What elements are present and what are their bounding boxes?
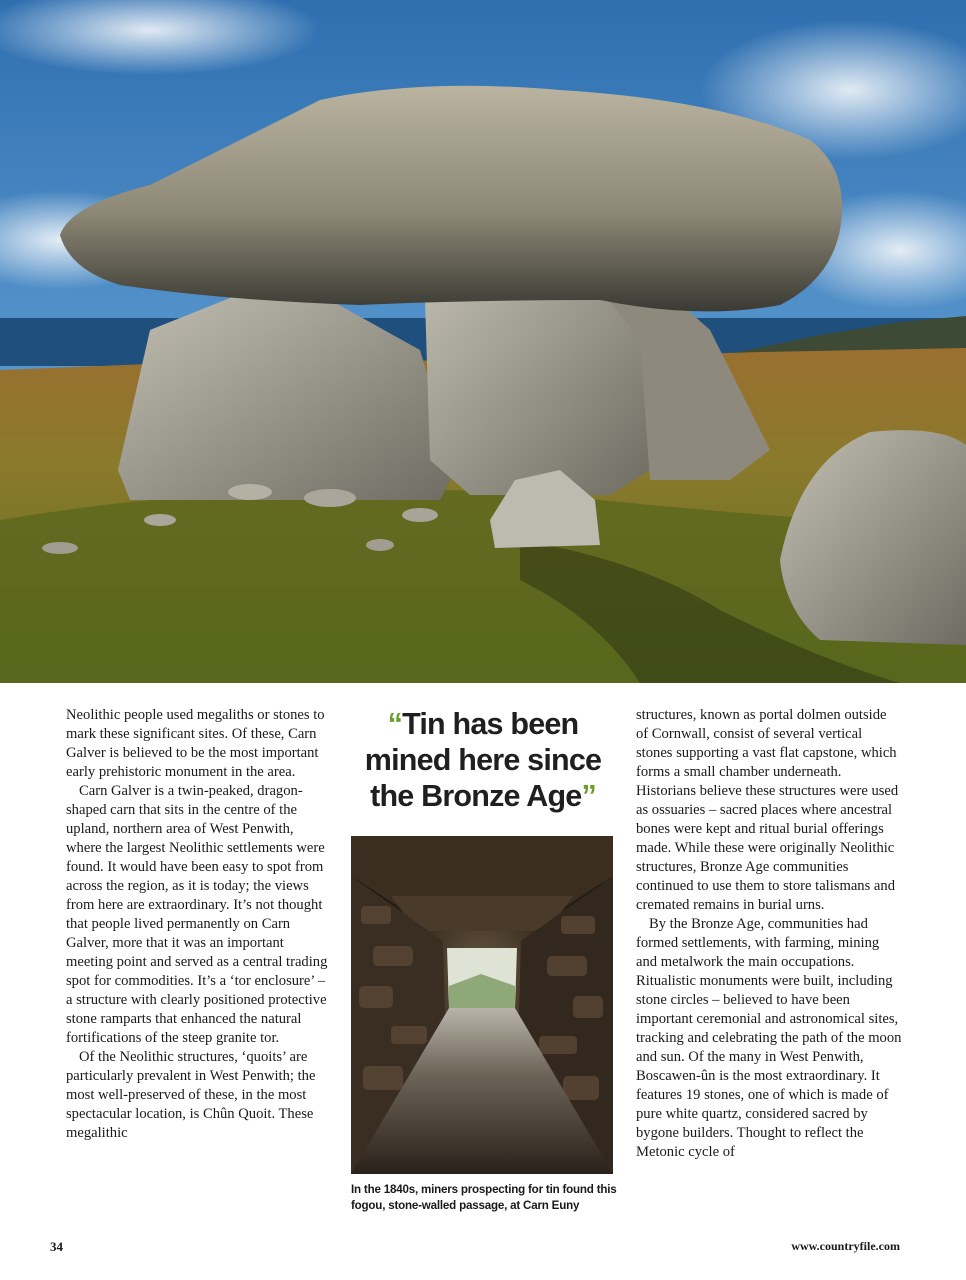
paragraph: By the Bronze Age, communities had formed settlements, with farming, mining and metalwork the main occupations. Ritualistic monuments were built, including stone circles – believed to have been important ceremonial and astronomical sites, tracking and celebrating the path of the moon and sun. Of the many in West Penwith, Boscawen-ûn is the most extraordinary. It features 19 stones, one of which is made of pure white quartz, considered sacred by bygone builders. Thought to reflect the Metonic cycle of xyxy=(636,916,902,1160)
paragraph: Neolithic people used megaliths or stones to mark these significant sites. Of these, Carn Galver is believed to be the most important early prehistoric monument in the area. xyxy=(66,707,325,780)
body-column-right xyxy=(636,706,902,1162)
website-url: www.countryfile.com xyxy=(791,1239,900,1253)
close-quote-mark: ” xyxy=(581,779,596,813)
pull-quote-line: Tin has been xyxy=(402,707,579,741)
pull-quote xyxy=(354,706,612,814)
paragraph: Carn Galver is a twin-peaked, dragon-shaped carn that sits in the centre of the upland, northern area of West Penwith, where the largest Neolithic settlements were found. It would have been easy to spot from across the region, as it is today; the views from here are extraordinary. It’s not thought that people lived permanently on Carn Galver, more that it was an important meeting point and served as a central trading spot for commodities. It’s a ‘tor enclosure’ – a structure with clearly positioned protective stone ramparts that enhanced the natural fortifications of the steep granite tor. xyxy=(66,783,328,1046)
pull-quote-line: the Bronze Age xyxy=(370,779,582,813)
page-number: 34 xyxy=(50,1239,63,1254)
photo-caption: In the 1840s, miners prospecting for tin found this fogou, stone-walled passage, at Carn Euny xyxy=(351,1183,617,1212)
paragraph: Of the Neolithic structures, ‘quoits’ are particularly prevalent in West Penwith; the most well-preserved of these, in the most spectacular location, is Chûn Quoit. These megalithic xyxy=(66,1049,316,1141)
body-column-left xyxy=(66,706,332,1143)
paragraph: structures, known as portal dolmen outside of Cornwall, consist of several vertical stones supporting a vast flat capstone, which forms a small chamber underneath. Historians believe these structures were used as ossuaries – sacred places where ancestral bones were kept and ritual burial offerings made. While these were originally Neolithic structures, Bronze Age communities continued to use them to store talismans and cremated remains in burial urns. xyxy=(636,707,899,913)
fogou-photo xyxy=(351,836,613,1174)
open-quote-mark: “ xyxy=(387,707,403,741)
pull-quote-line: mined here since xyxy=(364,743,602,777)
